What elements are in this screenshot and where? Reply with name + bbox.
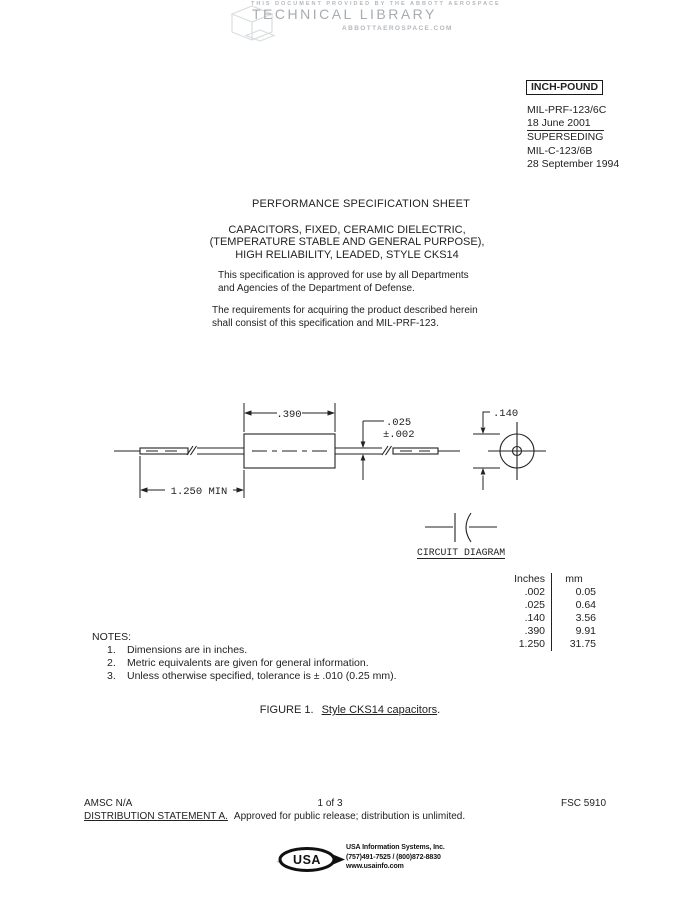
- inch-pound-badge: [526, 80, 603, 95]
- capacitor-end-view: [488, 422, 546, 480]
- note-text: Dimensions are in inches.: [127, 644, 248, 656]
- table-row: [504, 638, 606, 651]
- watermark-site-url: ABBOTTAEROSPACE.COM: [342, 25, 453, 32]
- mm-value: 3.56: [575, 612, 596, 624]
- subject-block: [0, 224, 694, 261]
- note-item: [92, 644, 397, 657]
- table-row: [504, 625, 606, 638]
- spec-date: 18 June 2001: [527, 117, 604, 131]
- inches-value: .140: [504, 612, 552, 625]
- distribution-statement-text: Approved for public release; distribution is unlimited.: [233, 811, 466, 822]
- figure-caption-period: .: [437, 704, 441, 716]
- conversion-table: [504, 573, 606, 651]
- capacitor-outline-drawing: [80, 392, 620, 562]
- provider-contact-block: [346, 843, 445, 872]
- page-number: 1 of 3: [317, 798, 343, 809]
- table-row: [504, 586, 606, 599]
- figure-caption-title: Style CKS14 capacitors: [321, 704, 438, 716]
- note-number: 3.: [107, 670, 116, 682]
- dim-body-length-label: .390: [276, 409, 302, 421]
- superseded-date: 28 September 1994: [527, 157, 620, 170]
- distribution-statement-label: DISTRIBUTION STATEMENT A.: [84, 811, 228, 822]
- conversion-table-header: [504, 573, 606, 586]
- watermark-provided-by: THIS DOCUMENT PROVIDED BY THE ABBOTT AEROSPACE: [251, 1, 501, 7]
- spec-number: MIL-PRF-123/6C: [527, 104, 607, 116]
- provider-phone: (757)491-7525 / (800)872-8830: [346, 853, 441, 861]
- approval-paragraph: [218, 269, 469, 295]
- paragraph-line: This specification is approved for use by all Departments: [218, 270, 469, 281]
- dim-lead-diameter-tolerance-label: ±.002: [383, 429, 415, 441]
- superseded-spec-number: MIL-C-123/6B: [527, 144, 593, 157]
- usa-logo-text: USA: [293, 853, 321, 867]
- inches-value: .390: [504, 625, 552, 638]
- inches-header: Inches: [504, 573, 552, 586]
- provider-site: www.usainfo.com: [346, 863, 404, 870]
- capacitor-circuit-symbol: [425, 513, 497, 542]
- requirements-paragraph: [212, 304, 478, 330]
- mm-value: 0.64: [575, 599, 596, 611]
- mm-value: 31.75: [569, 638, 596, 650]
- amsc-number: AMSC N/A: [84, 798, 133, 809]
- dim-lead-diameter-lines: [363, 421, 384, 480]
- paragraph-line: The requirements for acquiring the product described herein: [212, 305, 478, 316]
- table-row: [504, 612, 606, 625]
- note-item: [92, 657, 397, 670]
- note-number: 1.: [107, 644, 116, 656]
- note-text: Metric equivalents are given for general information.: [127, 657, 369, 669]
- note-number: 2.: [107, 657, 116, 669]
- dim-lead-diameter-arrows: [361, 442, 366, 461]
- inches-value: .002: [504, 586, 552, 599]
- inch-pound-label: INCH-POUND: [531, 81, 599, 93]
- dim-body-diameter-label: .140: [493, 408, 519, 420]
- provider-name: USA Information Systems, Inc.: [346, 844, 445, 851]
- inches-value: 1.250: [504, 638, 552, 651]
- dim-body-diameter-arrows: [481, 428, 486, 475]
- paragraph-line: shall consist of this specification and MIL-PRF-123.: [212, 318, 439, 329]
- usa-information-systems-logo: [275, 846, 347, 874]
- inches-value: .025: [504, 599, 552, 612]
- subject-line: (TEMPERATURE STABLE AND GENERAL PURPOSE),: [209, 236, 485, 249]
- subject-line: CAPACITORS, FIXED, CERAMIC DIELECTRIC,: [228, 224, 466, 236]
- watermark-title: TECHNICAL LIBRARY: [252, 6, 437, 22]
- figure-caption: [0, 704, 700, 716]
- mm-value: 9.91: [575, 625, 596, 637]
- notes-label: NOTES:: [92, 631, 132, 643]
- document-heading: PERFORMANCE SPECIFICATION SHEET: [251, 198, 471, 210]
- note-text: Unless otherwise specified, tolerance is ± .010 (0.25 mm).: [127, 670, 397, 682]
- fsc-number: FSC 5910: [561, 798, 607, 809]
- notes-block: [92, 631, 397, 683]
- superseding-label: SUPERSEDING: [527, 131, 604, 144]
- note-item: [92, 670, 397, 683]
- paragraph-line: and Agencies of the Department of Defense.: [218, 283, 415, 294]
- table-row: [504, 599, 606, 612]
- dim-lead-diameter-label: .025: [386, 417, 412, 429]
- mm-value: 0.05: [575, 586, 596, 598]
- figure-caption-prefix: FIGURE 1.: [259, 704, 314, 716]
- spec-designation-block: [527, 104, 619, 171]
- dim-lead-length-label: 1.250 MIN: [170, 486, 228, 498]
- circuit-diagram-label: CIRCUIT DIAGRAM: [417, 547, 506, 558]
- subject-line: HIGH RELIABILITY, LEADED, STYLE CKS14: [235, 248, 459, 261]
- mm-header: mm: [565, 573, 583, 585]
- distribution-statement: [84, 811, 465, 822]
